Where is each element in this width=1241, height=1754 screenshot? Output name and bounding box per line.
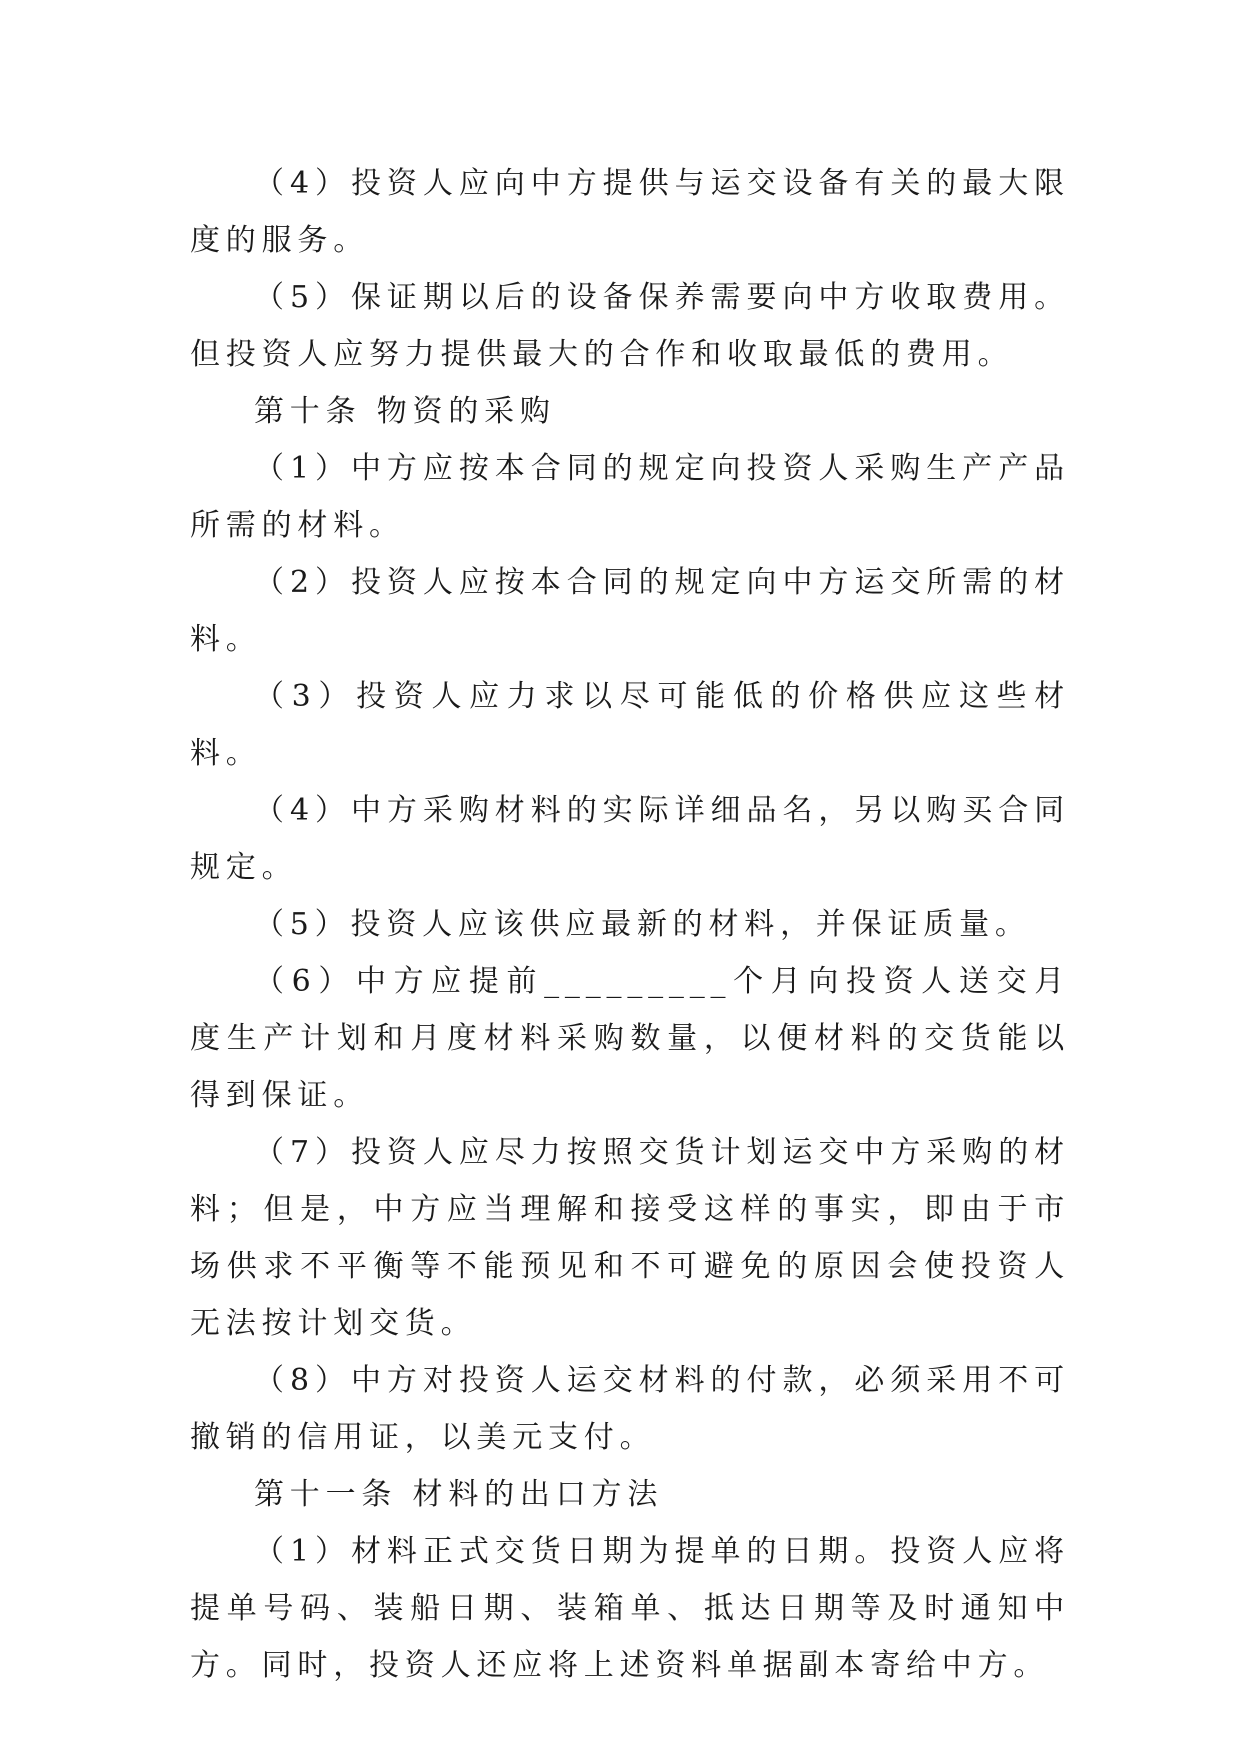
article-11-heading: 第十一条 材料的出口方法 bbox=[254, 1477, 664, 1512]
paragraph-4-equipment-service: （4）投资人应向中方提供与运交设备有关的最大限度的服务。 bbox=[190, 166, 1070, 258]
article-10-heading: 第十条 物资的采购 bbox=[254, 394, 556, 429]
paragraph-10-5: （5）投资人应该供应最新的材料，并保证质量。 bbox=[254, 907, 1031, 942]
document-body bbox=[190, 155, 1070, 1694]
paragraph-10-7: （7）投资人应尽力按照交货计划运交中方采购的材料；但是，中方应当理解和接受这样的事实，即由于市场供求不平衡等不能预见和不可避免的原因会使投资人无法按计划交货。 bbox=[190, 1135, 1070, 1341]
paragraph-10-3: （3）投资人应力求以尽可能低的价格供应这些材料。 bbox=[190, 679, 1070, 771]
paragraph-10-6: （6）中方应提前_________个月向投资人送交月度生产计划和月度材料采购数量，以便材料的交货能以得到保证。 bbox=[190, 964, 1070, 1113]
paragraph-10-4: （4）中方采购材料的实际详细品名，另以购买合同规定。 bbox=[190, 793, 1070, 885]
paragraph-11-1: （1）材料正式交货日期为提单的日期。投资人应将提单号码、装船日期、装箱单、抵达日期等及时通知中方。同时，投资人还应将上述资料单据副本寄给中方。 bbox=[190, 1534, 1070, 1683]
paragraph-10-2: （2）投资人应按本合同的规定向中方运交所需的材料。 bbox=[190, 565, 1070, 657]
paragraph-10-1: （1）中方应按本合同的规定向投资人采购生产产品所需的材料。 bbox=[190, 451, 1070, 543]
paragraph-5-maintenance-fees: （5）保证期以后的设备保养需要向中方收取费用。但投资人应努力提供最大的合作和收取最低的费用。 bbox=[190, 280, 1070, 372]
paragraph-10-8: （8）中方对投资人运交材料的付款，必须采用不可撤销的信用证，以美元支付。 bbox=[190, 1363, 1070, 1455]
